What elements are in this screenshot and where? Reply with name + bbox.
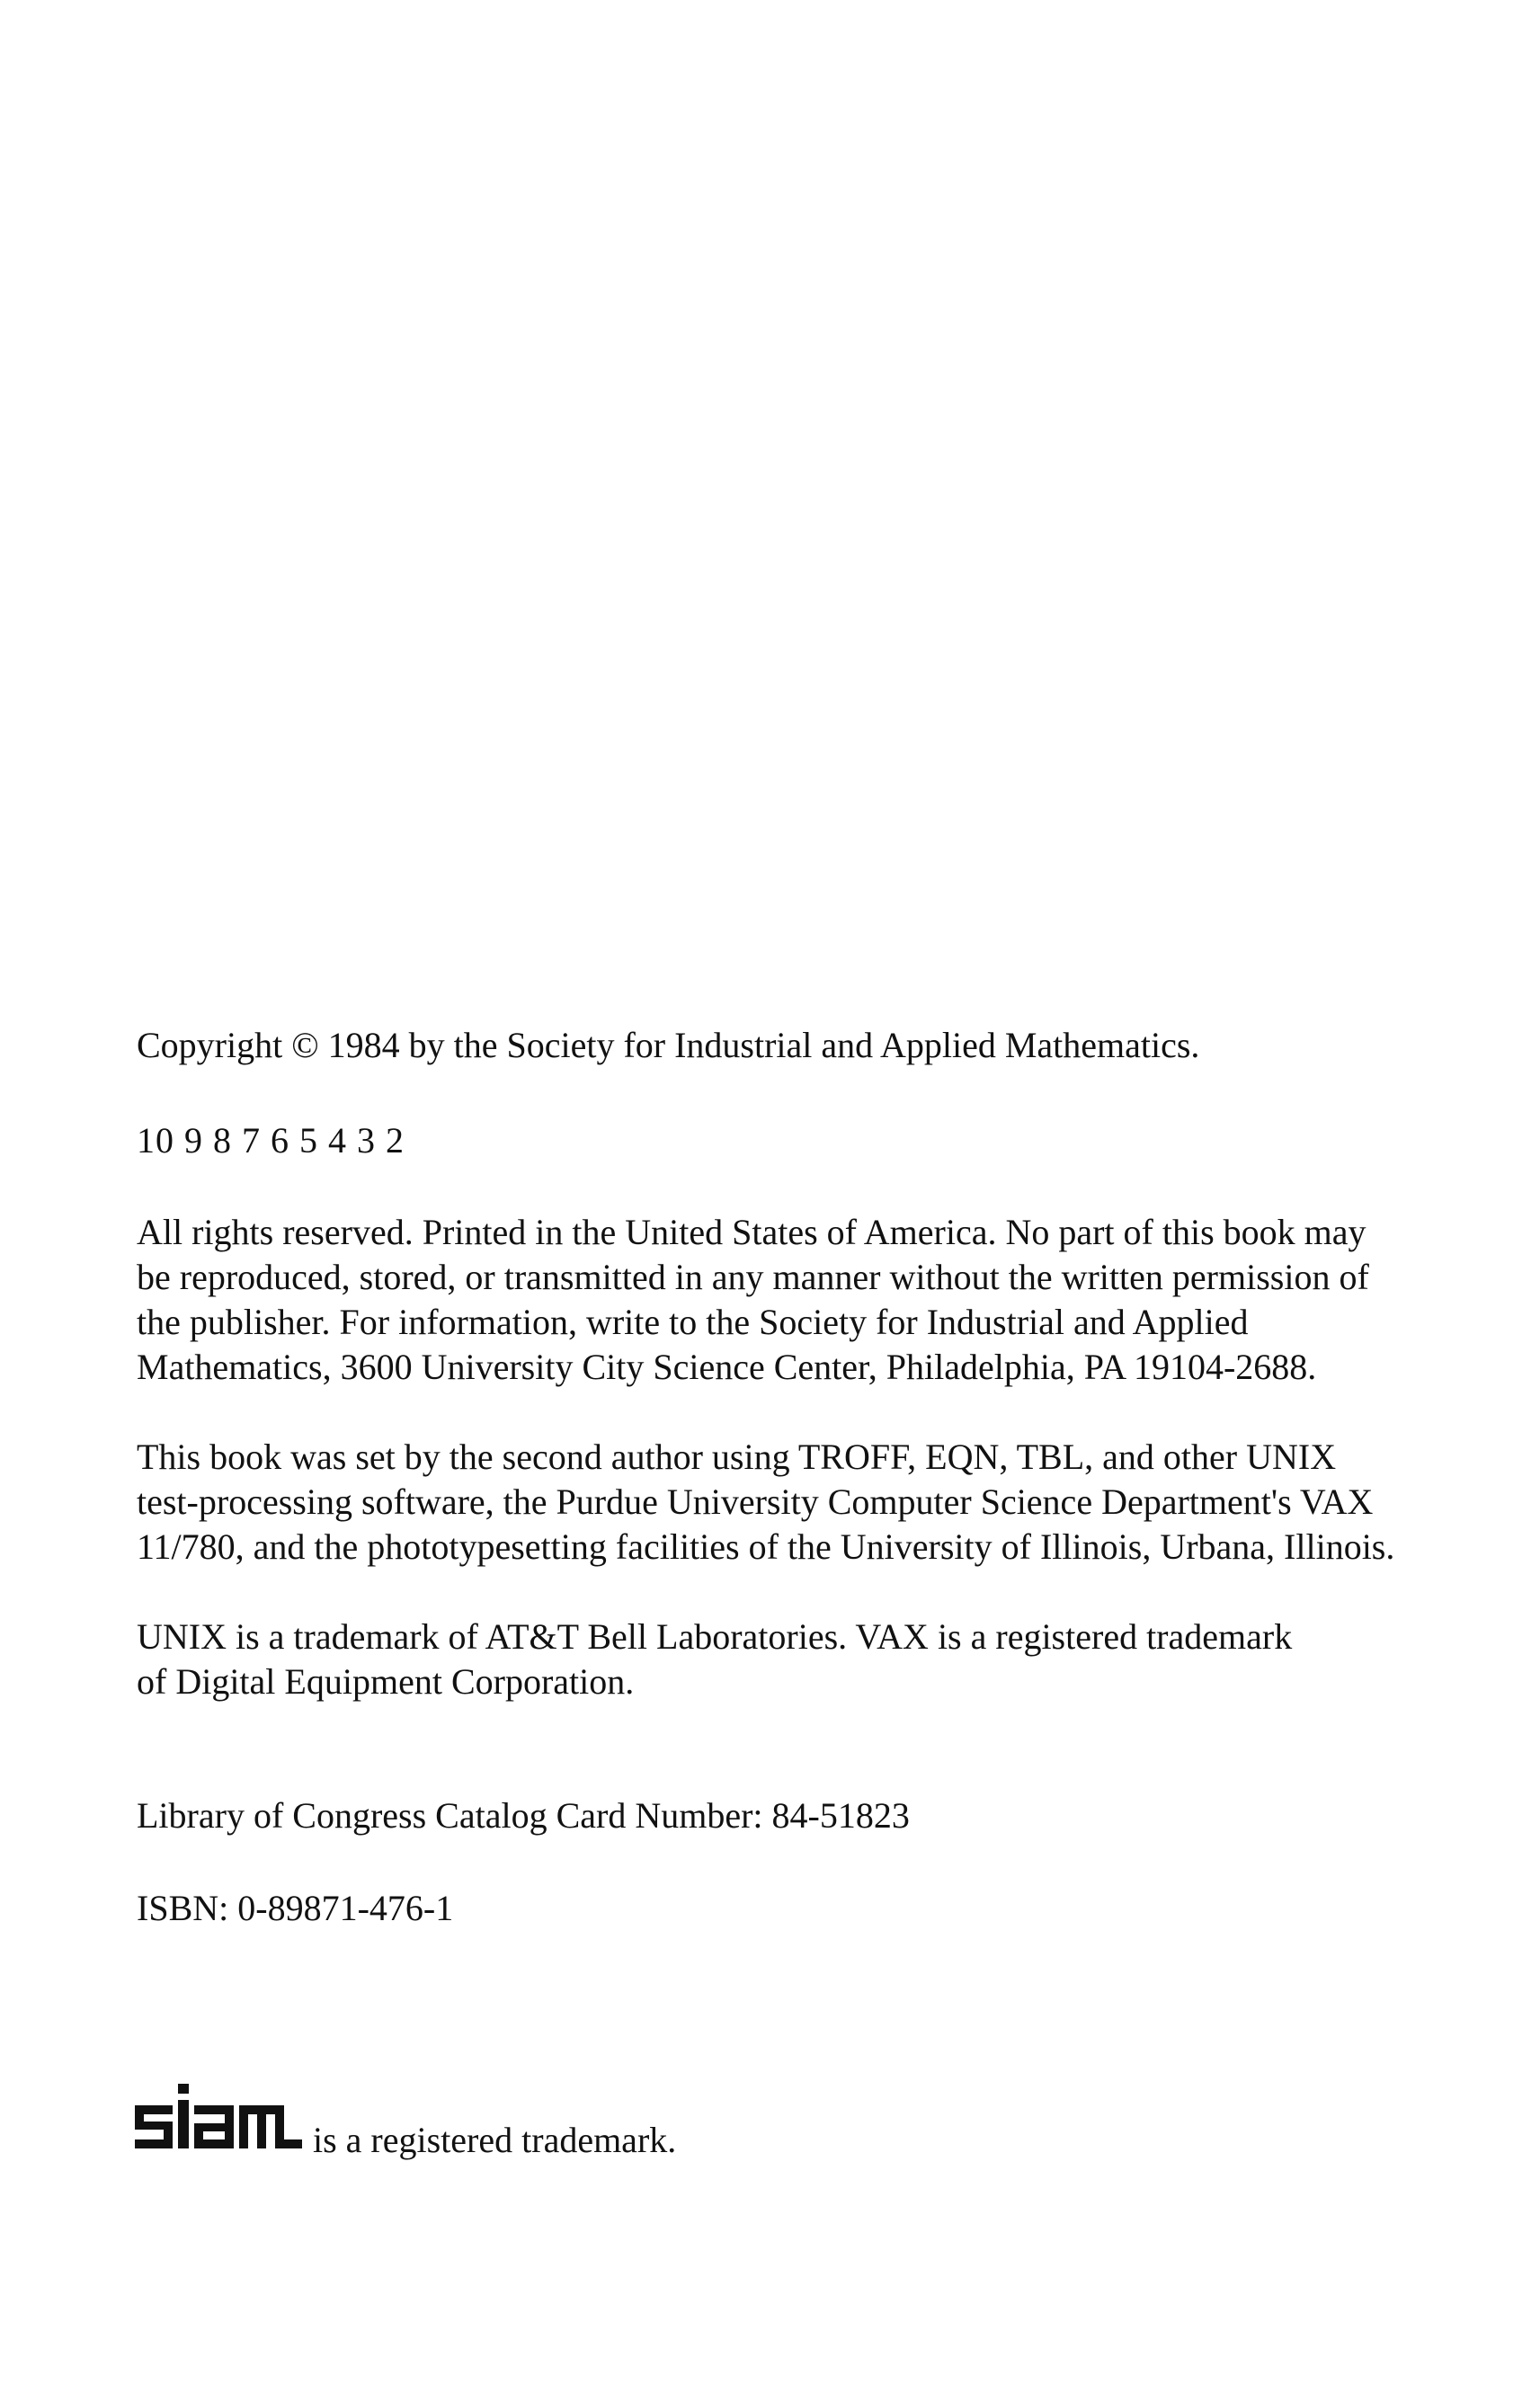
printing-numbers: 10 9 8 7 6 5 4 3 2 [137, 1120, 405, 1161]
siam-logo-icon [133, 2084, 304, 2156]
lccn-text: Library of Congress Catalog Card Number: 84-51823 [137, 1795, 910, 1836]
rights-line: All rights reserved. Printed in the United States of America. No part of this book may [137, 1212, 1366, 1252]
copyright-notice [137, 1023, 1467, 1068]
typesetting-line: This book was set by the second author using TROFF, EQN, TBL, and other UNIX [137, 1437, 1337, 1477]
isbn-text: ISBN: 0-89871-476-1 [137, 1888, 454, 1928]
rights-line: Mathematics, 3600 University City Science Center, Philadelphia, PA 19104-2688. [137, 1347, 1317, 1387]
trademark-paragraph [137, 1615, 1467, 1704]
logo-caption: is a registered trademark. [313, 2120, 677, 2160]
rights-paragraph [137, 1210, 1467, 1390]
lccn-line [137, 1793, 1467, 1838]
siam-trademark-line [133, 2084, 677, 2160]
copyright-line: Copyright © 1984 by the Society for Industrial and Applied Mathematics. [137, 1025, 1200, 1065]
rights-line: the publisher. For information, write to the Society for Industrial and Applied [137, 1302, 1249, 1342]
rights-line: be reproduced, stored, or transmitted in any manner without the written permission of [137, 1257, 1369, 1297]
typesetting-line: 11/780, and the phototypesetting facilities of the University of Illinois, Urbana, Illinois. [137, 1526, 1395, 1567]
printing-number-line [137, 1118, 1467, 1163]
typesetting-line: test-processing software, the Purdue University Computer Science Department's VAX [137, 1481, 1374, 1522]
trademark-line: UNIX is a trademark of AT&T Bell Laboratories. VAX is a registered trademark [137, 1616, 1293, 1657]
typesetting-paragraph [137, 1435, 1467, 1570]
isbn-line [137, 1886, 1467, 1931]
trademark-line: of Digital Equipment Corporation. [137, 1661, 635, 1702]
